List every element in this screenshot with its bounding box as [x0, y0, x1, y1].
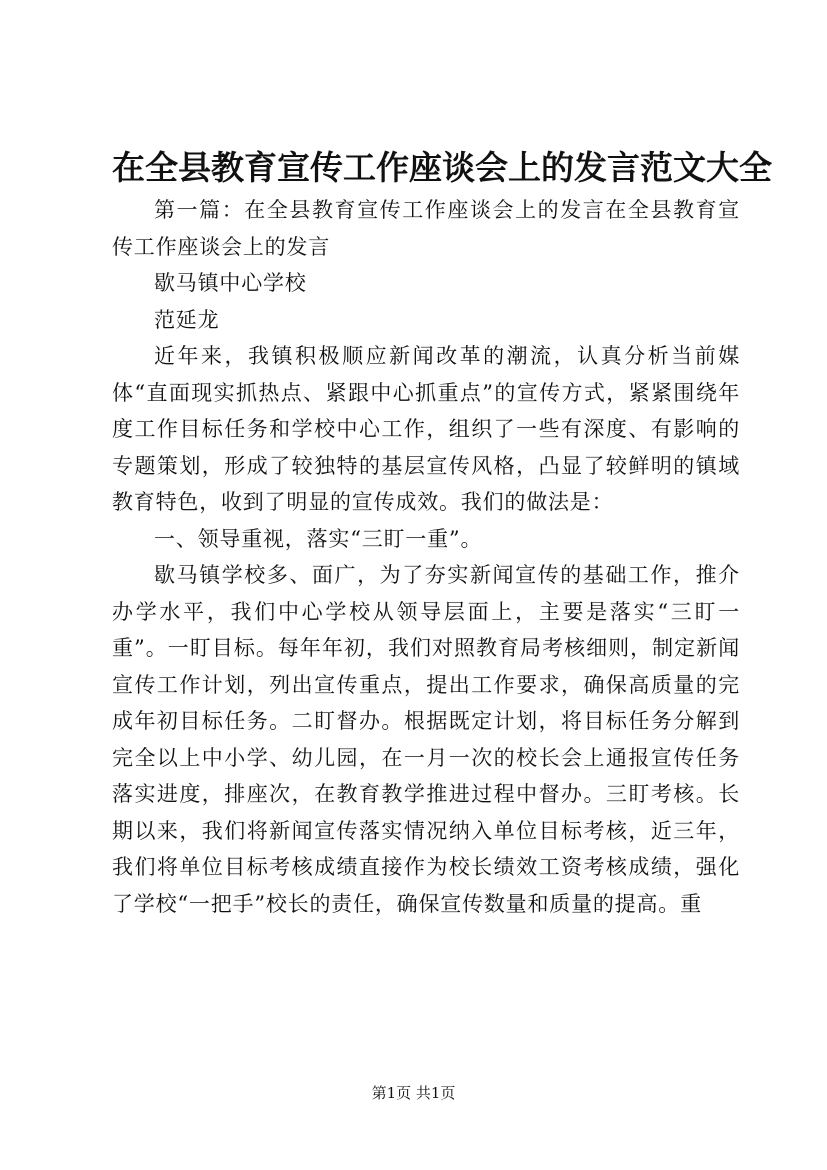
paragraph-heading: 第一篇：在全县教育宣传工作座谈会上的发言在全县教育宣传工作座谈会上的发言: [112, 198, 740, 259]
page-footer: 第1页 共1页: [371, 1084, 456, 1102]
paragraph-school-name: 歇马镇中心学校: [154, 271, 307, 295]
document-body: [112, 192, 740, 922]
paragraph-section-one-heading: 一、领导重视，落实“三盯一重”。: [154, 526, 483, 551]
paragraph-intro: 近年来，我镇积极顺应新闻改革的潮流，认真分析当前媒体“直面现实抓热点、紧跟中心抓重点”的宣传方式，紧紧围绕年度工作目标任务和学校中心工作，组织了一些有深度、有影响的专题策划，形成了较独特的基层宣传风格，凸显了较鲜明的镇域教育特色，收到了明显的宣传成效。我们的做法是：: [112, 344, 740, 514]
document-title: 在全县教育宣传工作座谈会上的发言范文大全: [112, 148, 772, 187]
paragraph-author-name: 范延龙: [154, 307, 220, 332]
paragraph-section-one-body: 歇马镇学校多、面广，为了夯实新闻宣传的基础工作，推介办学水平，我们中心学校从领导层面上，主要是落实“三盯一重”。一盯目标。每年年初，我们对照教育局考核细则，制定新闻宣传工作计划，列出宣传重点，提出工作要求，确保高质量的完成年初目标任务。二盯督办。根据既定计划，将目标任务分解到完全以上中小学、幼儿园，在一月一次的校长会上通报宣传任务落实进度，排座次，在教育教学推进过程中督办。三盯考核。长期以来，我们将新闻宣传落实情况纳入单位目标考核，近三年，我们将单位目标考核成绩直接作为校长绩效工资考核成绩，强化了学校“一把手”校长的责任，确保宣传数量和质量的提高。重: [112, 563, 740, 916]
